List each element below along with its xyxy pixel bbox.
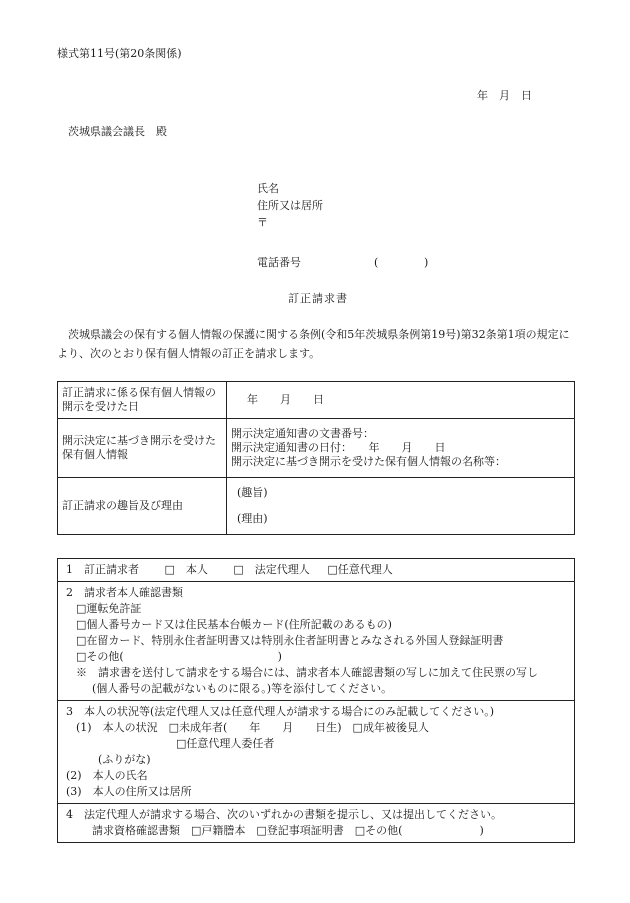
info-name-line: 開示決定に基づき開示を受けた保有個人情報の名称等：	[231, 455, 506, 468]
phone-paren-open: (	[374, 256, 379, 269]
person-status-line[interactable]: (1) 本人の状況 □未成年者( 年 月 日生) □成年被後見人	[76, 721, 429, 734]
table-row	[58, 559, 575, 582]
phone-label: 電話番号	[257, 256, 301, 269]
section-4	[58, 804, 575, 843]
section-2	[58, 582, 575, 701]
table-row	[58, 478, 575, 535]
purpose-label: (趣旨)	[237, 486, 268, 499]
table-row	[58, 701, 575, 804]
furigana-label: (ふりがな)	[98, 753, 151, 766]
reason-label: (理由)	[237, 512, 268, 525]
section3-title: 3 本人の状況等(法定代理人又は任意代理人が請求する場合にのみ記載してください。)	[66, 705, 495, 718]
disclosure-date-label: 訂正請求に係る保有個人情報の開示を受けた日	[58, 382, 227, 419]
id-note-line2: (個人番号の記載がないものに限る。)等を添付してください。	[92, 682, 393, 695]
table-row	[58, 804, 575, 843]
section-1	[58, 559, 575, 582]
person-name-label: (2) 本人の氏名	[66, 769, 148, 782]
my-number-card-checkbox[interactable]: □個人番号カード又は住民基本台帳カード(住所記載のあるもの)	[76, 618, 392, 631]
table-row	[58, 419, 575, 478]
section-3	[58, 701, 575, 804]
table-row	[58, 582, 575, 701]
document-title: 訂正請求書	[288, 292, 348, 305]
address-label: 住所又は居所	[257, 199, 323, 212]
section4-title: 4 法定代理人が請求する場合、次のいずれかの書類を提示し、又は提出してください。	[66, 808, 502, 821]
voluntary-agent-checkbox[interactable]: □任意代理人	[327, 563, 393, 576]
body-text: 茨城県議会の保有する個人情報の保護に関する条例(令和5年茨城県条例第19号)第32条第1項の規定により、次のとおり保有個人情報の訂正を請求します。	[57, 328, 570, 360]
section1-title: 1 訂正請求者	[66, 563, 139, 576]
date-line: 年 月 日	[477, 89, 532, 102]
table-row	[58, 382, 575, 419]
qualification-docs-line[interactable]: 請求資格確認書類 □戸籍謄本 □登記事項証明書 □その他( )	[92, 824, 484, 837]
disclosed-info-value	[227, 419, 575, 478]
correction-reason-value	[227, 478, 575, 535]
id-note-line1: ※ 請求書を送付して請求をする場合には、請求者本人確認書類の写しに加えて住民票の写し	[76, 666, 538, 679]
form-number: 様式第11号(第20条関係)	[57, 47, 182, 60]
other-id-checkbox[interactable]: □その他( )	[76, 650, 282, 663]
name-label: 氏名	[257, 182, 279, 195]
phone-paren-close: )	[424, 256, 429, 269]
disclosure-date-value: 年 月 日	[227, 382, 575, 419]
notice-date-line: 開示決定通知書の日付： 年 月 日	[231, 441, 446, 454]
applicant-block	[257, 180, 323, 231]
notice-number-line: 開示決定通知書の文書番号：	[231, 427, 374, 440]
request-details-table	[57, 381, 575, 535]
correction-reason-label: 訂正請求の趣旨及び理由	[58, 478, 227, 535]
requester-info-table	[57, 558, 575, 843]
addressee: 茨城県議会議長 殿	[68, 125, 167, 138]
postal-mark: 〒	[257, 216, 268, 229]
phone-line	[257, 256, 429, 270]
disclosed-info-label: 開示決定に基づき開示を受けた保有個人情報	[58, 419, 227, 478]
legal-agent-checkbox[interactable]: □ 法定代理人	[233, 563, 310, 576]
residence-card-checkbox[interactable]: □在留カード、特別永住者証明書又は特別永住者証明書とみなされる外国人登録証明書	[76, 634, 504, 647]
person-address-label: (3) 本人の住所又は居所	[66, 785, 192, 798]
drivers-license-checkbox[interactable]: □運転免許証	[76, 602, 142, 615]
section2-title: 2 請求者本人確認書類	[66, 586, 183, 599]
voluntary-principal-checkbox[interactable]: □任意代理人委任者	[176, 737, 275, 750]
requester-self-checkbox[interactable]: □ 本人	[164, 563, 208, 576]
